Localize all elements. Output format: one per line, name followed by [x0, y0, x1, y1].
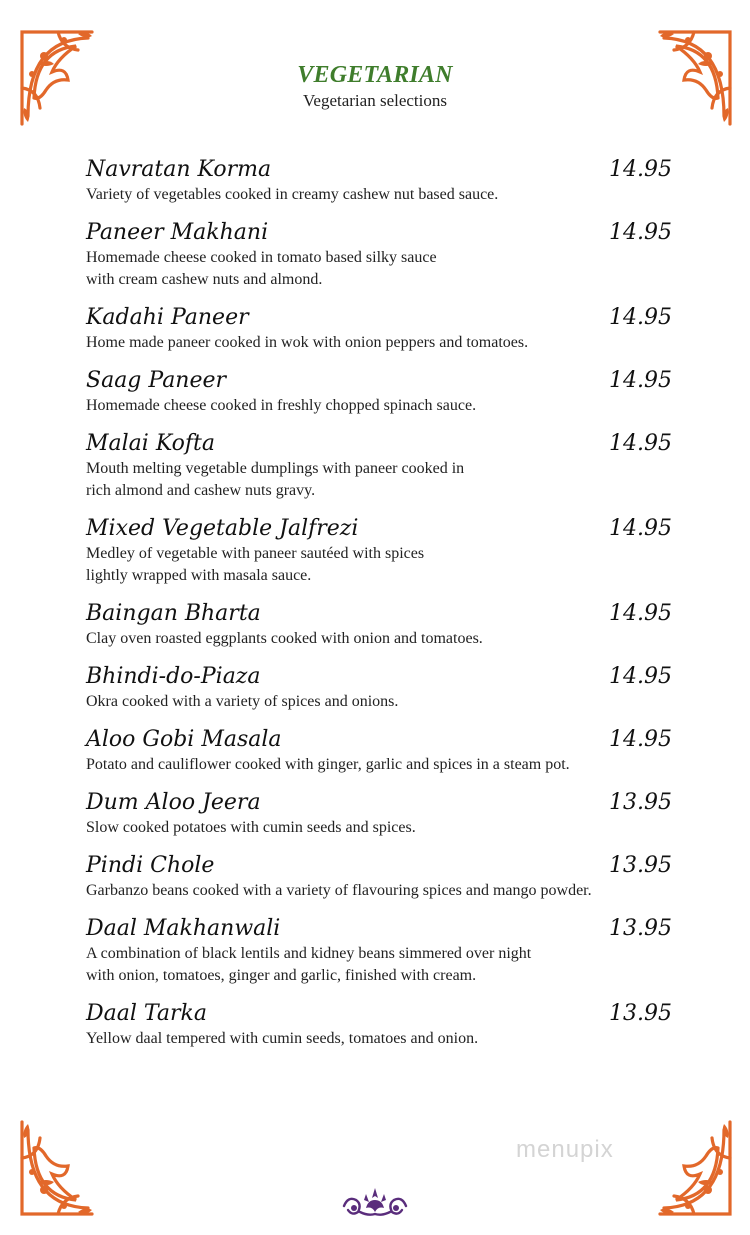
menu-item	[86, 852, 672, 902]
item-name: Mixed Vegetable Jalfrezi	[86, 516, 359, 541]
item-name: Daal Tarka	[86, 1001, 207, 1026]
item-price: 14.95	[609, 368, 672, 393]
item-description: Slow cooked potatoes with cumin seeds and spices.	[86, 819, 416, 836]
menu-item	[86, 219, 672, 291]
item-price: 14.95	[609, 727, 672, 752]
menu-item	[86, 1000, 672, 1050]
menu-item	[86, 915, 672, 987]
item-price: 14.95	[609, 664, 672, 689]
item-name: Bhindi-do-Piaza	[86, 664, 261, 689]
item-price: 14.95	[609, 431, 672, 456]
item-name: Paneer Makhani	[86, 220, 269, 245]
item-price: 13.95	[609, 853, 672, 878]
item-price: 13.95	[609, 790, 672, 815]
item-description: Home made paneer cooked in wok with onion peppers and tomatoes.	[86, 334, 529, 351]
item-description: Homemade cheese cooked in freshly chopped spinach sauce.	[86, 397, 477, 414]
item-name: Aloo Gobi Masala	[86, 727, 282, 752]
item-price: 14.95	[609, 220, 672, 245]
menu-item	[86, 789, 672, 839]
item-name: Malai Kofta	[86, 431, 216, 456]
menu-item	[86, 600, 672, 650]
item-name: Saag Paneer	[86, 368, 227, 393]
menu-item	[86, 726, 672, 776]
menu-item	[86, 430, 672, 502]
item-description: Yellow daal tempered with cumin seeds, tomatoes and onion.	[86, 1030, 479, 1047]
item-name: Dum Aloo Jeera	[86, 790, 261, 815]
menu-item	[86, 663, 672, 713]
item-description: A combination of black lentils and kidney beans simmered over night with onion, tomatoes, ginger and garlic, finished with cream.	[86, 945, 532, 984]
section-title: VEGETARIAN	[297, 62, 453, 88]
item-price: 14.95	[609, 305, 672, 330]
corner-ornament-bottom-right-icon	[656, 1118, 734, 1218]
item-description: Medley of vegetable with paneer sautéed with spices lightly wrapped with masala sauce.	[86, 545, 425, 584]
footer-ornament-icon	[342, 1186, 408, 1218]
item-price: 14.95	[609, 157, 672, 182]
corner-ornament-bottom-left-icon	[18, 1118, 96, 1218]
menu-item	[86, 304, 672, 354]
item-name: Pindi Chole	[86, 853, 215, 878]
menu-item-list	[86, 156, 672, 1050]
menu-item	[86, 515, 672, 587]
item-name: Baingan Bharta	[86, 601, 261, 626]
item-price: 13.95	[609, 1001, 672, 1026]
menu-item	[86, 367, 672, 417]
item-name: Navratan Korma	[86, 157, 272, 182]
item-description: Clay oven roasted eggplants cooked with onion and tomatoes.	[86, 630, 483, 647]
watermark-logo: menupix	[516, 1136, 614, 1163]
item-description: Variety of vegetables cooked in creamy cashew nut based sauce.	[86, 186, 499, 203]
item-description: Okra cooked with a variety of spices and onions.	[86, 693, 399, 710]
item-description: Mouth melting vegetable dumplings with paneer cooked in rich almond and cashew nuts gravy.	[86, 460, 465, 499]
menu-item	[86, 156, 672, 206]
item-description: Garbanzo beans cooked with a variety of flavouring spices and mango powder.	[86, 882, 592, 899]
item-price: 13.95	[609, 916, 672, 941]
item-price: 14.95	[609, 601, 672, 626]
item-description: Homemade cheese cooked in tomato based silky sauce with cream cashew nuts and almond.	[86, 249, 437, 288]
menu-header	[0, 60, 750, 112]
item-name: Kadahi Paneer	[86, 305, 249, 330]
item-price: 14.95	[609, 516, 672, 541]
section-subtitle: Vegetarian selections	[303, 91, 447, 110]
item-description: Potato and cauliflower cooked with ginger, garlic and spices in a steam pot.	[86, 756, 570, 773]
item-name: Daal Makhanwali	[86, 916, 281, 941]
